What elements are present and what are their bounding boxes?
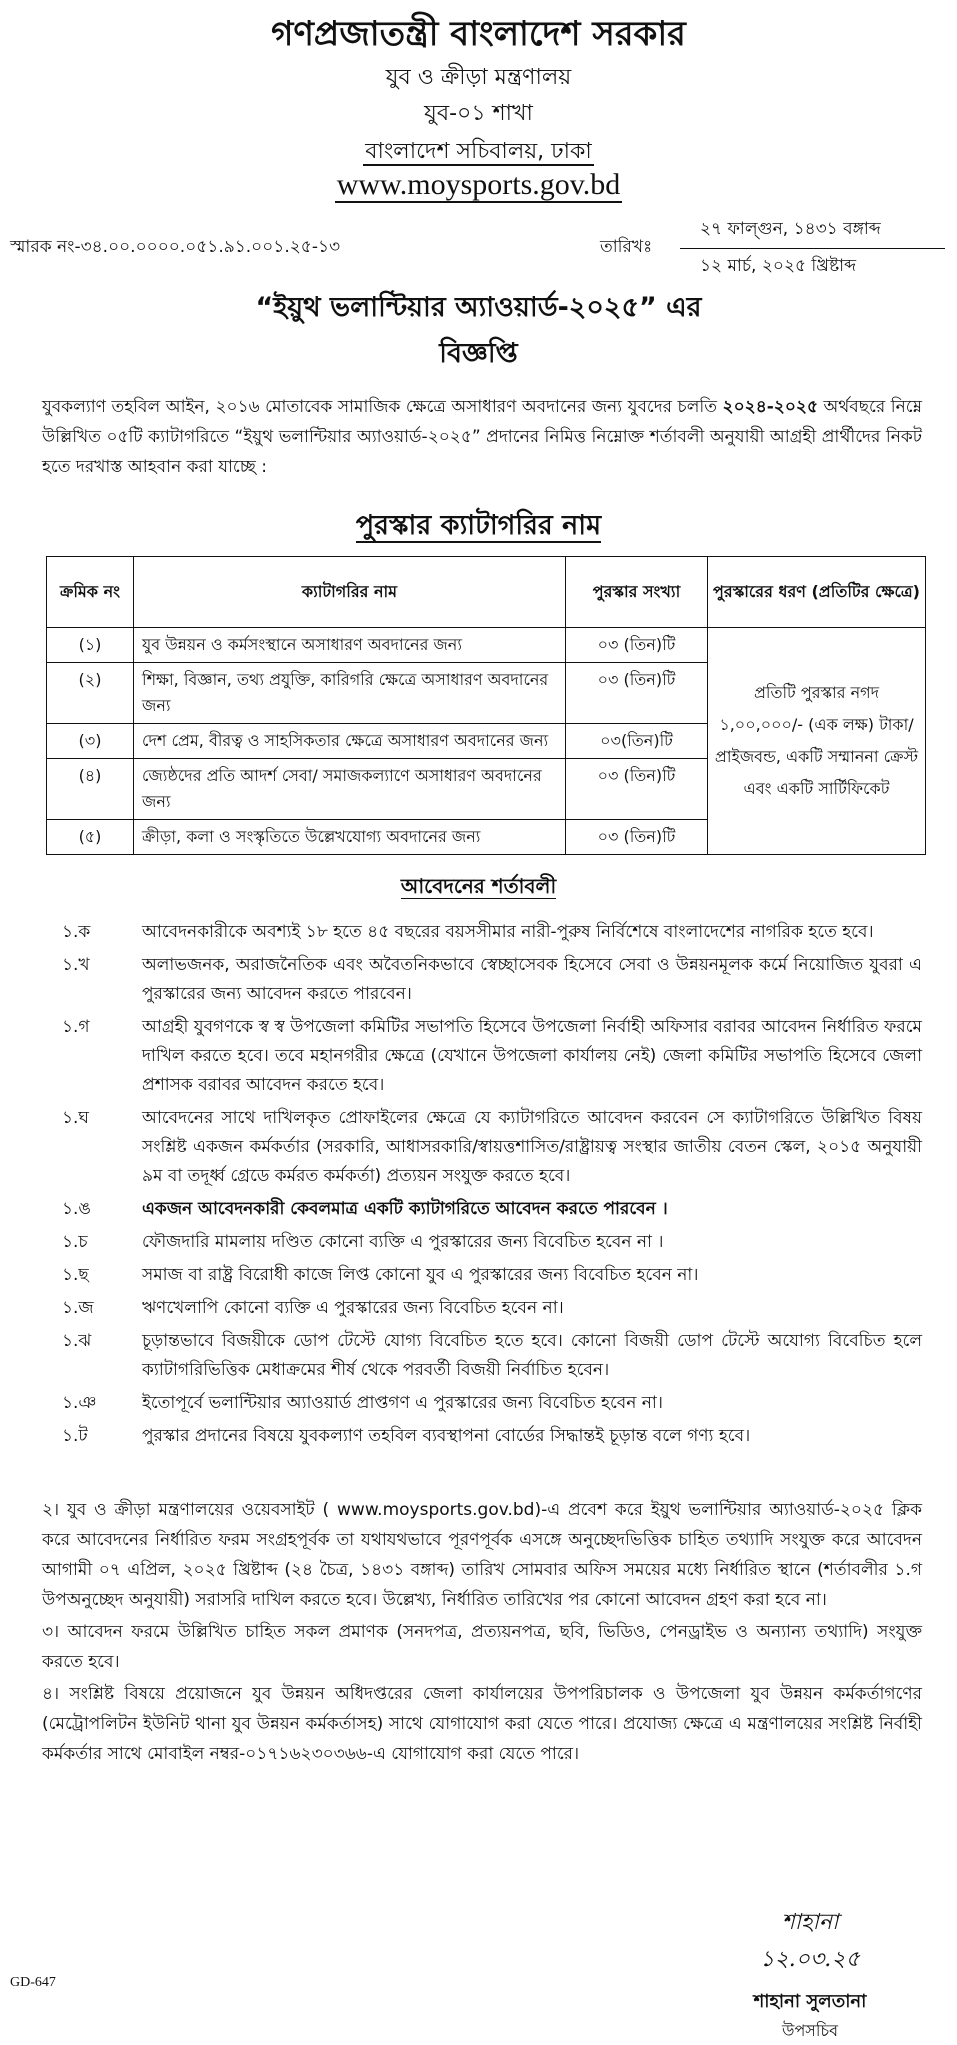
table-row: (৫) ক্রীড়া, কলা ও সংস্কৃতিতে উল্লেখযোগ্য অবদানের জন্য ০৩ (তিন)টি — [47, 820, 926, 855]
list-item: ১.চ ফৌজদারি মামলায় দণ্ডিত কোনো ব্যক্তি এ পুরস্কারের জন্য বিবেচিত হবেন না । — [62, 1232, 664, 1252]
website-link[interactable]: www.moysports.gov.bd — [336, 168, 621, 201]
signatory-designation: উপসচিব — [781, 2021, 838, 2040]
category-table — [46, 556, 926, 855]
list-item: ১.ঞ ইতোপূর্বে ভলান্টিয়ার অ্যাওয়ার্ড প্রাপ্তগণ এ পুরস্কারের জন্য বিবেচিত হবেন না। — [62, 1393, 663, 1413]
intro-paragraph: যুবকল্যাণ তহবিল আইন, ২০১৬ মোতাবেক সামাজিক ক্ষেত্রে অসাধারণ অবদানের জন্য যুবদের চলতি ২০২৪-২০২৫ অর্থবছরে নিম্নে উল্লিখিত ০৫টি ক্যাটাগরিতে “ইয়ুথ ভলান্টিয়ার অ্যাওয়ার্ড-২০২৫” প্রদানের নিমিত্ত নিম্নোক্ত শর্তাবলী অনুযায়ী আগ্রহী প্রার্থীদের নিকট হতে দরখাস্ত আহবান করা যাচ্ছে : — [42, 397, 922, 477]
col-count: পুরস্কার সংখ্যা — [566, 557, 708, 628]
list-item: ১.ট পুরস্কার প্রদানের বিষয়ে যুবকল্যাণ তহবিল ব্যবস্থাপনা বোর্ডের সিদ্ধান্তই চূড়ান্ত বলে গণ্য হবে। — [62, 1426, 751, 1446]
ministry-name: যুব ও ক্রীড়া মন্ত্রণালয় — [385, 65, 572, 90]
col-name: ক্যাটাগরির নাম — [134, 557, 566, 628]
table-row: (৪) জ্যেষ্ঠদের প্রতি আদর্শ সেবা/ সমাজকল্যাণে অসাধারণ অবদানের জন্য ০৩ (তিন)টি — [47, 759, 926, 820]
category-heading: পুরস্কার ক্যাটাগরির নাম — [355, 510, 602, 541]
date-label: তারিখঃ — [600, 237, 653, 257]
date-gregorian: ১২ মার্চ, ২০২৫ খ্রিষ্টাব্দ — [700, 256, 857, 276]
table-row: (২) শিক্ষা, বিজ্ঞান, তথ্য প্রযুক্তি, কারিগরি ক্ষেত্রে অসাধারণ অবদানের জন্য ০৩ (তিন)টি — [47, 663, 926, 724]
location: বাংলাদেশ সচিবালয়, ঢাকা — [365, 139, 592, 164]
signatory-name: শাহানা সুলতানা — [753, 1991, 867, 2012]
signature: শাহানা — [781, 1910, 839, 1935]
paragraph-3: ৩। আবেদন ফরমে উল্লিখিত চাহিত সকল প্রমাণক (সনদপত্র, প্রত্যয়নপত্র, ছবি, ভিডিও, পেনড্রাইভ ও অন্যান্য তথ্যাদি) সংযুক্ত করতে হবে। — [42, 1622, 922, 1672]
government-name: গণপ্রজাতন্ত্রী বাংলাদেশ সরকার — [271, 14, 686, 54]
list-item: ১.খ অলাভজনক, অরাজনৈতিক এবং অবৈতনিকভাবে স্বেচ্ছাসেবক হিসেবে সেবা ও উন্নয়নমূলক কর্মে নিয়োজিত যুবরা এ পুরস্কারের জন্য আবেদন করতে পারবেন। — [62, 955, 922, 1004]
list-item: ১.ক আবেদনকারীকে অবশ্যই ১৮ হতে ৪৫ বছরের বয়সসীমার নারী-পুরুষ নির্বিশেষে বাংলাদেশের নাগরিক হতে হবে। — [62, 922, 874, 942]
conditions-heading: আবেদনের শর্তাবলী — [400, 874, 557, 898]
list-item: ১.ঝ চূড়ান্তভাবে বিজয়ীকে ডোপ টেস্টে যোগ্য বিবেচিত হতে হবে। কোনো বিজয়ী ডোপ টেস্টে অযোগ্য বিবেচিত হলে ক্যাটাগরিভিত্তিক মেধাক্রমের শীর্ষ থেকে পরবর্তী বিজয়ী নির্বাচিত হবেন। — [62, 1331, 922, 1380]
document-code: GD-647 — [10, 1975, 56, 1990]
signature-date: ১২.০৩.২৫ — [760, 1947, 860, 1972]
award-type: প্রতিটি পুরস্কার নগদ ১,০০,০০০/- (এক লক্ষ) টাকা/প্রাইজবন্ড, একটি সম্মাননা ক্রেস্ট এবং একটি সার্টিফিকেট — [708, 628, 926, 855]
section-name: যুব-০১ শাখা — [424, 101, 533, 126]
paragraph-2: ২। যুব ও ক্রীড়া মন্ত্রণালয়ের ওয়েবসাইট ( www.moysports.gov.bd)-এ প্রবেশ করে ইয়ুথ ভলান্টিয়ার অ্যাওয়ার্ড-২০২৫ ক্লিক করে আবেদনের নির্ধারিত ফরম সংগ্রহপূর্বক তা যথাযথভাবে পূরণপূর্বক এসঙ্গে অনুচ্ছেদভিত্তিক চাহিত তথ্যাদি সংযুক্ত করে আবেদন আগামী ০৭ এপ্রিল, ২০২৫ খ্রিষ্টাব্দ (২৪ চৈত্র, ১৪৩১ বঙ্গাব্দ) তারিখ সোমবার অফিস সময়ের মধ্যে নির্ধারিত স্থানে (শর্তাবলীর ১.গ উপঅনুচ্ছেদ অনুযায়ী) সরাসরি দাখিল করতে হবে। উল্লেখ্য, নির্ধারিত তারিখের পর কোনো আবেদন গ্রহণ করা হবে না। — [42, 1500, 922, 1610]
paragraph-4: ৪। সংশ্লিষ্ট বিষয়ে প্রয়োজনে যুব উন্নয়ন অধিদপ্তরের জেলা কার্যালয়ের উপপরিচালক ও উপজেলা যুব উন্নয়ন কর্মকর্তাগণের (মেট্রোপলিটন ইউনিট থানা যুব উন্নয়ন কর্মকর্তাসহ) সাথে যোগাযোগ করা যেতে পারে। প্রযোজ্য ক্ষেত্রে এ মন্ত্রণালয়ের সংশ্লিষ্ট নির্বাহী কর্মকর্তার সাথে মোবাইল নম্বর-০১৭১৬২৩০৩৬৬-এ যোগাযোগ করা যেতে পারে। — [42, 1684, 922, 1764]
memo-number: স্মারক নং-৩৪.০০.০০০০.০৫১.৯১.০০১.২৫-১৩ — [10, 237, 341, 257]
list-item: ১.ছ সমাজ বা রাষ্ট্র বিরোধী কাজে লিপ্ত কোনো যুব এ পুরস্কারের জন্য বিবেচিত হবেন না। — [62, 1265, 699, 1285]
col-serial: ক্রমিক নং — [47, 557, 134, 628]
list-item: ১.ঘ আবেদনের সাথে দাখিলকৃত প্রোফাইলের ক্ষেত্রে যে ক্যাটাগরিতে আবেদন করবেন সে ক্যাটাগরিতে উল্লিখিত বিষয় সংশ্লিষ্ট একজন কর্মকর্তার (সরকারি, আধাসরকারি/স্বায়ত্তশাসিত/রাষ্ট্রায়ত্ব সংস্থার জাতীয় বেতন স্কেল, ২০১৫ অনুযায়ী ৯ম বা তদূর্ধ্ব গ্রেডে কর্মরত কর্মকর্তা) প্রত্যয়ন সংযুক্ত করতে হবে। — [62, 1108, 922, 1186]
notice-title: “ইয়ুথ ভলান্টিয়ার অ্যাওয়ার্ড-২০২৫” এর — [255, 292, 702, 323]
date-block — [680, 212, 945, 285]
notice-subtitle: বিজ্ঞপ্তি — [439, 338, 518, 369]
conditions-list — [42, 918, 922, 1455]
instruction-paragraphs — [42, 1495, 922, 1771]
col-type: পুরস্কারের ধরণ (প্রতিটির ক্ষেত্রে) — [708, 557, 926, 628]
list-item: ১.জ ঋণখেলাপি কোনো ব্যক্তি এ পুরস্কারের জন্য বিবেচিত হবেন না। — [62, 1298, 564, 1318]
list-item: ১.ঙ একজন আবেদনকারী কেবলমাত্র একটি ক্যাটাগরিতে আবেদন করতে পারবেন । — [62, 1199, 668, 1219]
date-bangla: ২৭ ফাল্গুন, ১৪৩১ বঙ্গাব্দ — [680, 212, 945, 249]
signature-block — [720, 1905, 900, 2045]
list-item: ১.গ আগ্রহী যুবগণকে স্ব স্ব উপজেলা কমিটির সভাপতি হিসেবে উপজেলা নির্বাহী অফিসার বরাবর আবেদন নির্ধারিত ফরমে দাখিল করতে হবে। তবে মহানগরীর ক্ষেত্রে (যেখানে উপজেলা কার্যালয় নেই) জেলা কমিটির সভাপতি হিসেবে জেলা প্রশাসক বরাবর আবেদন করতে হবে। — [62, 1017, 922, 1095]
table-row: (৩) দেশ প্রেম, বীরত্ব ও সাহসিকতার ক্ষেত্রে অসাধারণ অবদানের জন্য ০৩(তিন)টি — [47, 724, 926, 759]
table-row: (১) যুব উন্নয়ন ও কর্মসংস্থানে অসাধারণ অবদানের জন্য ০৩ (তিন)টি প্রতিটি পুরস্কার নগদ ১,০০,০০০/- (এক লক্ষ) টাকা/প্রাইজবন্ড, একটি সম্মাননা ক্রেস্ট এবং একটি সার্টিফিকেট — [47, 628, 926, 663]
